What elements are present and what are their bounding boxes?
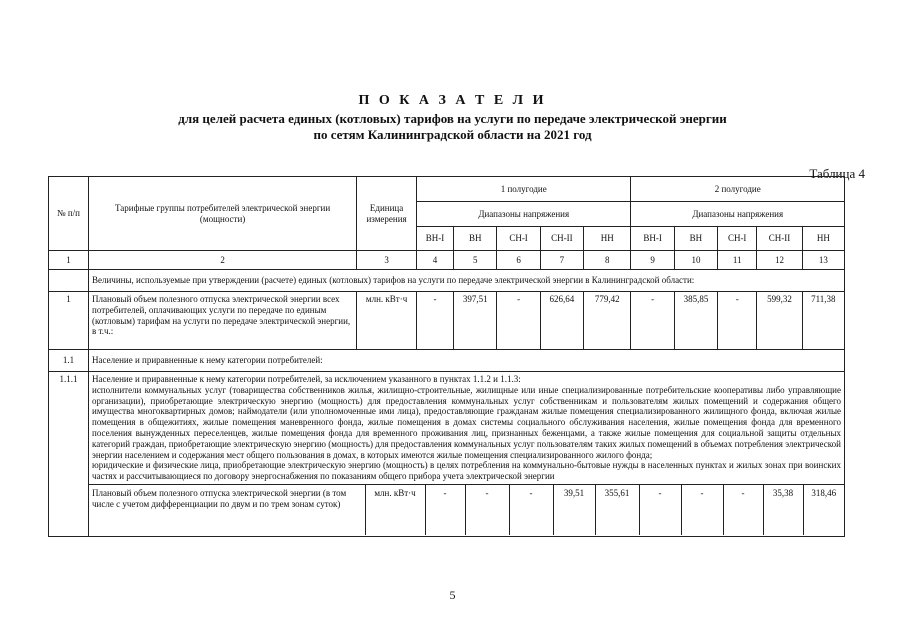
column-number: 13 — [802, 251, 844, 270]
description-body: исполнители коммунальных услуг (товарищества собственников жилья, жилищно-строительные, жилищные или иные специализированные потребительские кооперативы либо управляющие организации), приобретающие электрическую энергию (мощность) для предоставления коммунальных услуг собственникам и пользователям жилых помещений и содержания общего имущества многоквартирных домов; наймодатели (или уполномоченные ими лица), предоставляющие гражданам жилые помещения специализированного жилищного фонда, включая жилые помещения в общежитиях, жилые помещения маневренного фонда, жилые помещения в домах системы социального обслуживания населения, жилые помещения фонда для временного поселения вынужденных переселенцев, жилые помещения фонда для временного проживания лиц, признанных беженцами, а также жилые помещения для социальной защиты отдельных категорий граждан, приобретающие электрическую энергию (мощность) для предоставления коммунальных услуг пользователям таких жилых помещений в объемах потребления электрической энергии населением и содержания мест общего пользования в домах, в которых имеются жилые помещения специализированного жилого фонда; — [92, 384, 841, 460]
header-voltage-ranges-2: Диапазоны напряжения — [631, 202, 845, 227]
header-voltage: ВН-I — [631, 227, 674, 251]
row-category-description — [89, 372, 845, 485]
row-unit: млн. кВт·ч — [357, 292, 417, 350]
value-cell: - — [631, 292, 674, 350]
description-body-2: юридические и физические лица, приобретающие электрическую энергию (мощность) в целях потребления на коммунально-бытовые нужды в населенных пунктах и жилых зонах при воинских частях и рассчитывающиеся по договору энергоснабжения по показаниям общего прибора учета электрической энергии — [92, 460, 841, 482]
header-voltage: СН-I — [718, 227, 757, 251]
document-title: П О К А З А Т Е Л И — [358, 93, 547, 108]
row-category-heading: Население и приравненные к нему категории потребителей: — [89, 350, 845, 372]
value-cell: - — [497, 292, 540, 350]
column-number: 8 — [584, 251, 631, 270]
value-cell: 397,51 — [454, 292, 497, 350]
value-cell: 385,85 — [674, 292, 717, 350]
column-number: 3 — [357, 251, 417, 270]
row-number: 1.1.1 — [49, 372, 89, 537]
column-number: 11 — [718, 251, 757, 270]
value-cell: 626,64 — [540, 292, 583, 350]
value-cell: - — [681, 485, 723, 535]
value-cell: 318,46 — [803, 485, 844, 535]
row-name: Плановый объем полезного отпуска электрической энергии всех потребителей, оплачивающих услуги по передаче по единым (котловым) тарифам на услуги по передаче электрической энергии, в т.ч.: — [89, 292, 357, 350]
document-subtitle-line2: по сетям Калининградской области на 2021 год — [313, 127, 592, 142]
table-number-label: Таблица 4 — [809, 166, 865, 181]
header-half1: 1 полугодие — [416, 177, 631, 202]
header-voltage: СН-I — [497, 227, 540, 251]
row-name: Плановый объем полезного отпуска электрической энергии (в том числе с учетом дифференциации по двум и по трем зонам суток) — [89, 485, 365, 535]
header-voltage: ВН — [674, 227, 717, 251]
column-number: 5 — [454, 251, 497, 270]
page-number: 5 — [449, 588, 456, 602]
column-number: 9 — [631, 251, 674, 270]
header-voltage: СН-II — [540, 227, 583, 251]
column-number: 7 — [540, 251, 583, 270]
value-cell: - — [425, 485, 465, 535]
blank-cell — [49, 270, 89, 292]
column-number: 4 — [416, 251, 453, 270]
value-cell: - — [639, 485, 681, 535]
header-half2: 2 полугодие — [631, 177, 845, 202]
value-cell: 39,51 — [553, 485, 595, 535]
header-col-group: Тарифные группы потребителей электрической энергии (мощности) — [89, 177, 357, 251]
value-cell: 779,42 — [584, 292, 631, 350]
header-voltage: СН-II — [757, 227, 802, 251]
header-voltage: ВН — [454, 227, 497, 251]
value-cell: 35,38 — [763, 485, 803, 535]
column-number: 12 — [757, 251, 802, 270]
row-unit: млн. кВт·ч — [365, 485, 425, 535]
value-cell: 355,61 — [595, 485, 639, 535]
column-number: 2 — [89, 251, 357, 270]
tariff-indicators-table — [48, 176, 845, 537]
row-number: 1 — [49, 292, 89, 350]
value-cell: - — [723, 485, 763, 535]
value-cell: - — [509, 485, 553, 535]
header-col-no: № п/п — [49, 177, 89, 251]
section-note: Величины, используемые при утверждении (расчете) единых (котловых) тарифов на услуги по передаче электрической энергии в Калининградской области: — [89, 270, 845, 292]
subrow-table — [89, 485, 844, 535]
column-number: 1 — [49, 251, 89, 270]
value-cell: 711,38 — [802, 292, 844, 350]
header-voltage-ranges-1: Диапазоны напряжения — [416, 202, 631, 227]
column-number: 10 — [674, 251, 717, 270]
header-voltage: ВН-I — [416, 227, 453, 251]
subrow-container — [89, 484, 845, 536]
row-number: 1.1 — [49, 350, 89, 372]
document-subtitle-line1: для целей расчета единых (котловых) тарифов на услуги по передаче электрической энергии — [178, 111, 727, 126]
value-cell: 599,32 — [757, 292, 802, 350]
value-cell: - — [465, 485, 509, 535]
header-voltage: НН — [584, 227, 631, 251]
value-cell: - — [718, 292, 757, 350]
header-voltage: НН — [802, 227, 844, 251]
column-number: 6 — [497, 251, 540, 270]
value-cell: - — [416, 292, 453, 350]
header-col-unit: Единица измерения — [357, 177, 417, 251]
description-head: Население и приравненные к нему категории потребителей, за исключением указанного в пунктах 1.1.2 и 1.1.3: — [92, 374, 521, 384]
